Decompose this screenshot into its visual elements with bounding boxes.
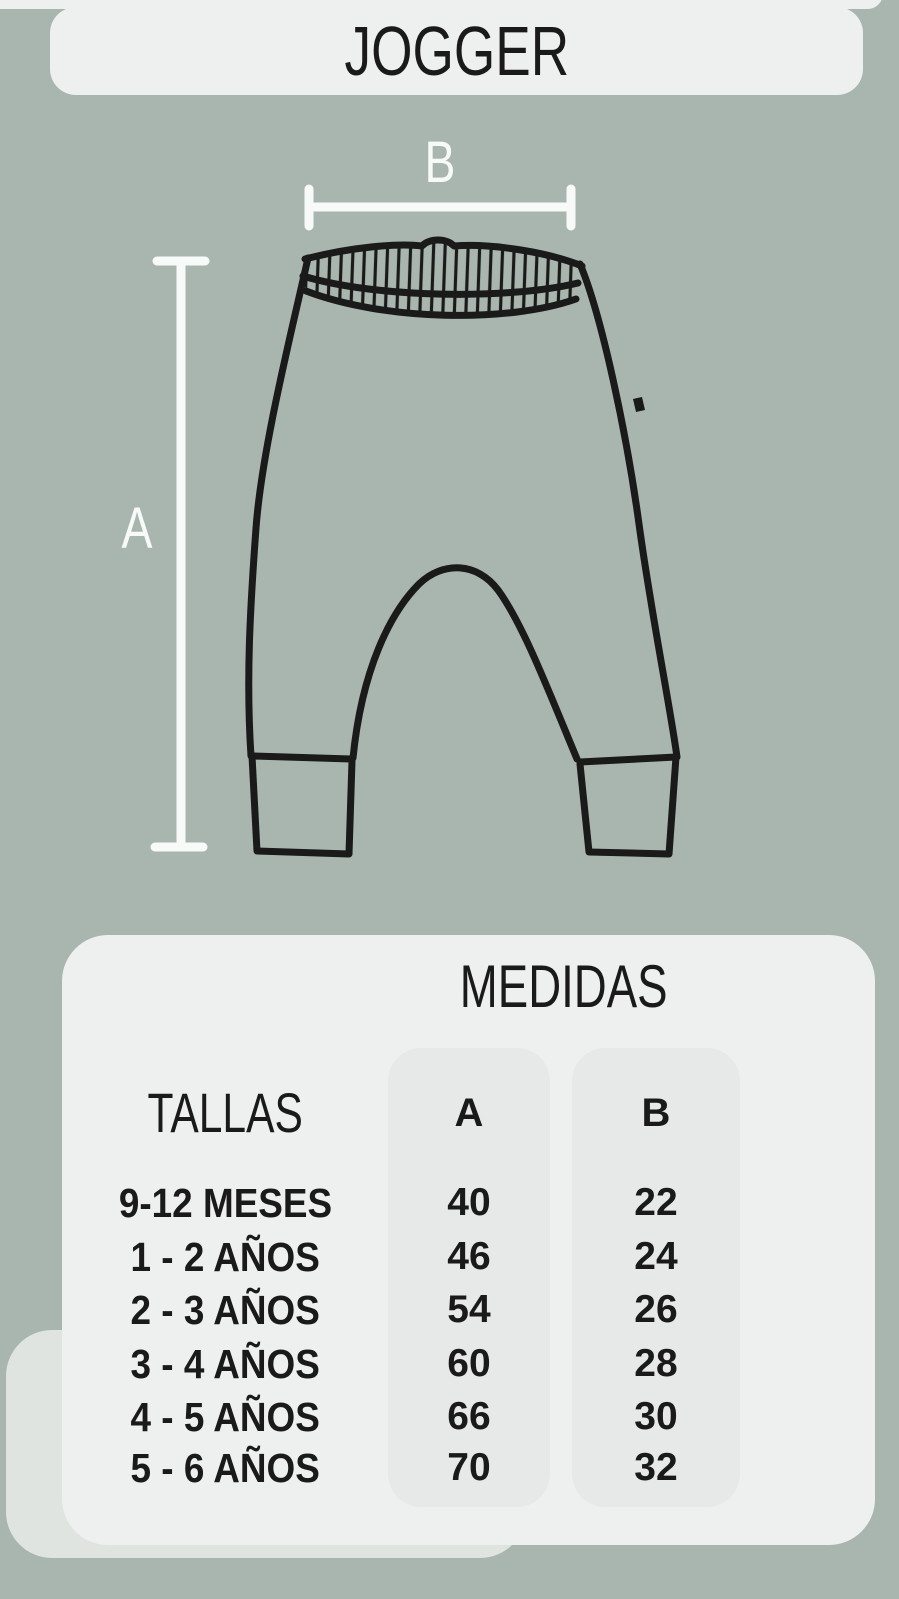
right-cuff [580,757,676,854]
size-label: 2 - 3 AÑOS [130,1287,320,1333]
value-b: 26 [634,1288,678,1331]
value-b: 28 [634,1342,678,1385]
table-row [62,1177,875,1229]
value-a: 54 [447,1288,491,1331]
right-outseam [580,264,677,757]
table-row [62,1338,875,1390]
value-a: 60 [447,1342,491,1385]
value-b: 32 [634,1446,678,1489]
b-label: B [424,130,456,196]
left-outseam [249,258,308,756]
size-label: 3 - 4 AÑOS [130,1341,320,1387]
size-label: 1 - 2 AÑOS [130,1234,320,1280]
column-b-header: B [641,1091,671,1135]
table-row [62,1442,875,1494]
value-a: 66 [447,1395,491,1438]
sizes-header-cell [62,1081,388,1144]
sizes-header: TALLAS [147,1081,303,1144]
dimension-a [122,261,205,847]
value-b: 24 [634,1235,678,1278]
value-b: 22 [634,1181,678,1224]
table-header-row [62,1081,875,1144]
size-table-card [62,935,875,1545]
product-title: JOGGER [344,12,569,90]
value-b: 30 [634,1395,678,1438]
table-row [62,1284,875,1336]
dimension-b [309,130,571,226]
column-a-header: A [454,1091,484,1135]
table-title: MEDIDAS [460,953,668,1020]
a-label: A [121,496,153,562]
size-label: 5 - 6 AÑOS [130,1445,320,1491]
size-label: 4 - 5 AÑOS [130,1394,320,1440]
value-a: 46 [447,1235,491,1278]
table-title-wrap [388,953,740,1020]
side-tag [633,397,645,412]
table-row [62,1231,875,1283]
pants-outline [249,240,677,854]
table-row [62,1391,875,1443]
value-a: 40 [447,1181,491,1224]
size-label: 9-12 MESES [118,1180,332,1226]
crotch-arch [353,568,577,759]
value-a: 70 [447,1446,491,1489]
left-cuff [252,756,352,854]
